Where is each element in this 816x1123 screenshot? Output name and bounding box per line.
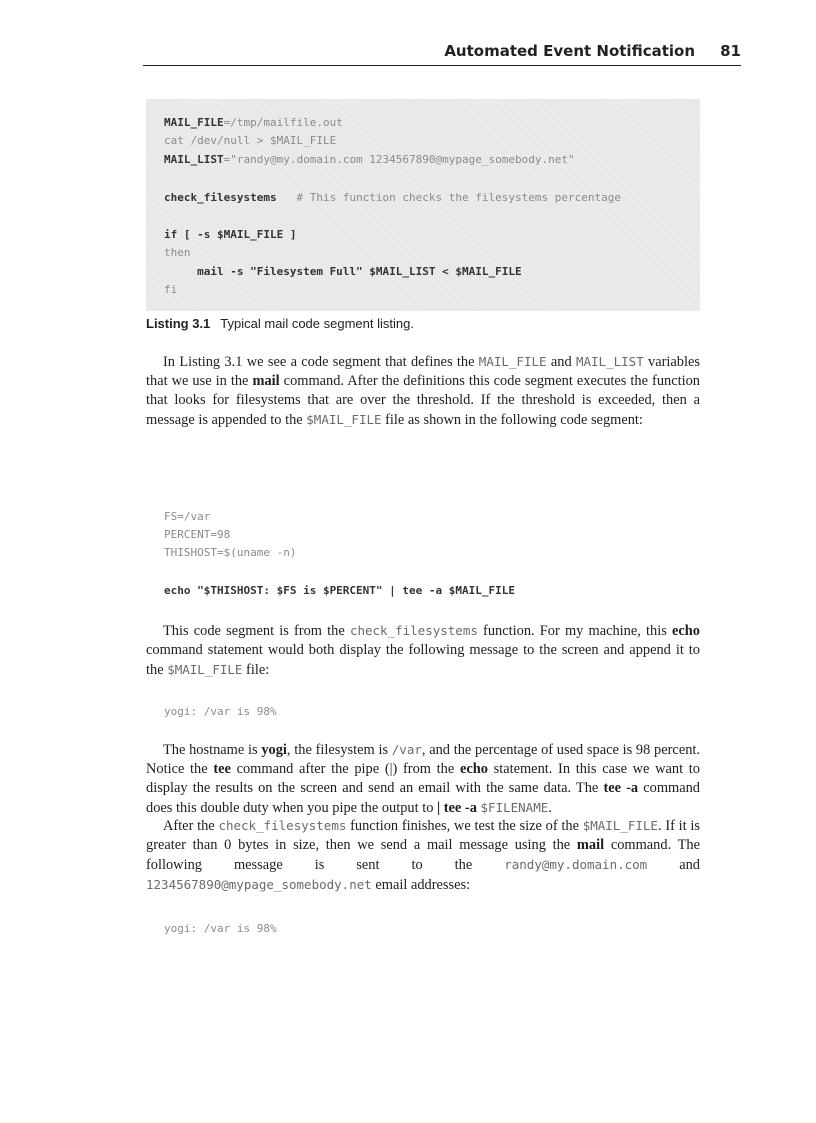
code-line: yogi: /var is 98%: [164, 705, 277, 718]
paragraph: In Listing 3.1 we see a code segment that defines the MAIL_FILE and MAIL_LIST variables that we use in the mail command. After the definitions this code segment executes the function that looks for filesystems that are over the threshold. If the threshold is exceeded, then a message is appended to the $MAIL_FILE file as shown in the following code segment:: [146, 354, 700, 428]
listing-line: check_filesystems # This function checks the filesystems percentage: [164, 191, 621, 204]
code-line: yogi: /var is 98%: [164, 922, 277, 935]
code-line: THISHOST=$(uname -n): [164, 546, 297, 559]
page-number: 81: [720, 42, 741, 60]
chapter-title: Automated Event Notification: [444, 42, 695, 60]
code-line: echo "$THISHOST: $FS is $PERCENT" | tee -a $MAIL_FILE: [164, 584, 515, 597]
listing-caption: [146, 316, 414, 331]
listing-line: if [ -s $MAIL_FILE ]: [164, 228, 297, 241]
code-line: PERCENT=98: [164, 528, 231, 541]
listing-line: fi: [164, 283, 178, 296]
listing-line: MAIL_FILE=/tmp/mailfile.out: [164, 116, 343, 129]
paragraph: The hostname is yogi, the filesystem is /var, and the percentage of used space is 98 percent. Notice the tee command after the pipe (|) from the echo statement. In this case we want to display the results on the screen and send an email with the same data. The tee -a command does this double duty when you pipe the output to | tee -a $FILENAME.: [146, 742, 700, 816]
paragraph: This code segment is from the check_filesystems function. For my machine, this echo command statement would both display the following message to the screen and append it to the $MAIL_FILE file:: [146, 623, 700, 678]
caption-text: Typical mail code segment listing.: [220, 316, 414, 331]
caption-label: Listing 3.1: [146, 316, 211, 331]
code-listing: [146, 99, 700, 311]
code-line: FS=/var: [164, 510, 211, 523]
paragraph: After the check_filesystems function finishes, we test the size of the $MAIL_FILE. If it is greater than 0 bytes in size, then we send a mail message using the mail command. The following message is sent to the randy@my.domain.com and 1234567890@mypage_somebody.net email addresses:: [146, 818, 701, 893]
listing-line: then: [164, 246, 191, 259]
listing-line: MAIL_LIST="randy@my.domain.com 1234567890@mypage_somebody.net": [164, 153, 575, 166]
listing-line: mail -s "Filesystem Full" $MAIL_LIST < $MAIL_FILE: [164, 265, 522, 278]
running-header: [143, 40, 741, 66]
listing-line: cat /dev/null > $MAIL_FILE: [164, 134, 337, 147]
